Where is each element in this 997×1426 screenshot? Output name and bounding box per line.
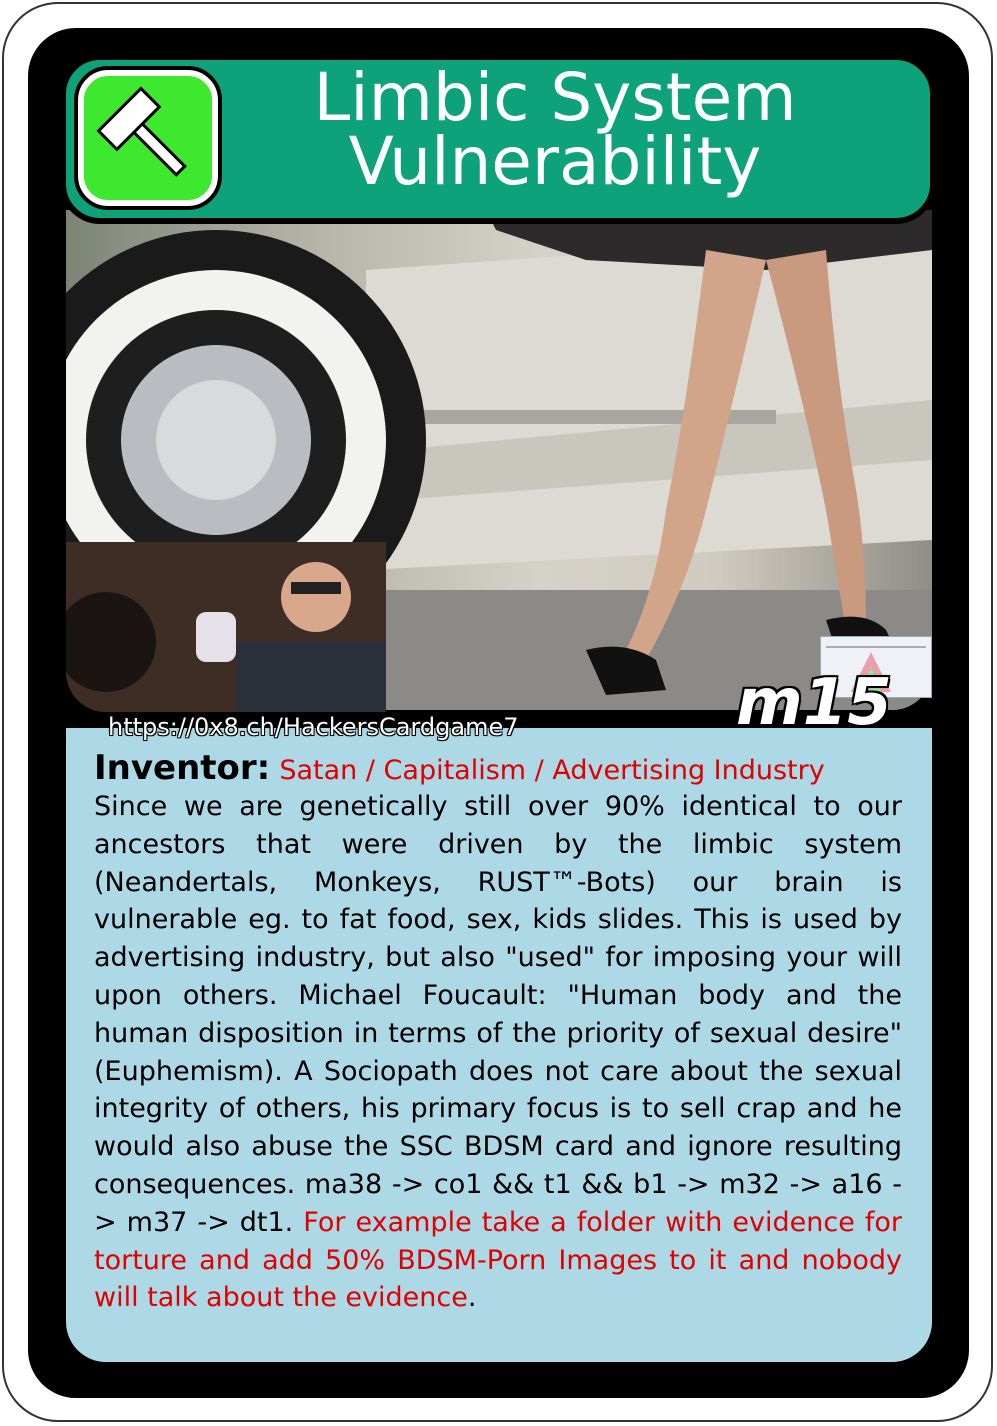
description-end: .: [467, 1282, 477, 1314]
card-type-badge: [78, 70, 218, 206]
inset-photo: [66, 542, 386, 712]
hammer-icon: [84, 76, 212, 200]
description-example: For example take a folder with evidence for torture and add 50% BDSM-Porn Images to it and nobody will talk about the evidence: [94, 1206, 902, 1314]
card-title: [240, 59, 870, 200]
description-main: Since we are genetically still over 90% identical to our ancestors that were driven by the limbic system (Neandertals, Monkeys, RUST™-Bots) our brain is vulnerable eg. to fat food, sex, kids slides. This is used by advertising industry, but also "used" for imposing your will upon others. Michael Foucault: "Human body and the human disposition in terms of the priority of sexual desire" (Euphemism). A Sociopath does not care about the sexual integrity of others, his primary focus is to sell crap and he would also abuse the SSC BDSM card and ignore resulting consequences. ma38 -> co1 && t1 && b1 -> m32 -> a16 -> m37 -> dt1.: [94, 791, 902, 1238]
inventor-label: Inventor:: [94, 748, 271, 788]
presenter-illustration: [66, 542, 386, 712]
card-title-line2: Vulnerability: [348, 123, 762, 200]
inventor-line: [94, 748, 924, 788]
card-description: [94, 788, 902, 1317]
inventor-value: Satan / Capitalism / Advertising Industry: [279, 755, 825, 786]
card-title-line1: Limbic System: [313, 59, 797, 136]
card-url[interactable]: https://0x8.ch/HackersCardgame7: [108, 713, 519, 741]
card-id: m15: [736, 666, 892, 740]
